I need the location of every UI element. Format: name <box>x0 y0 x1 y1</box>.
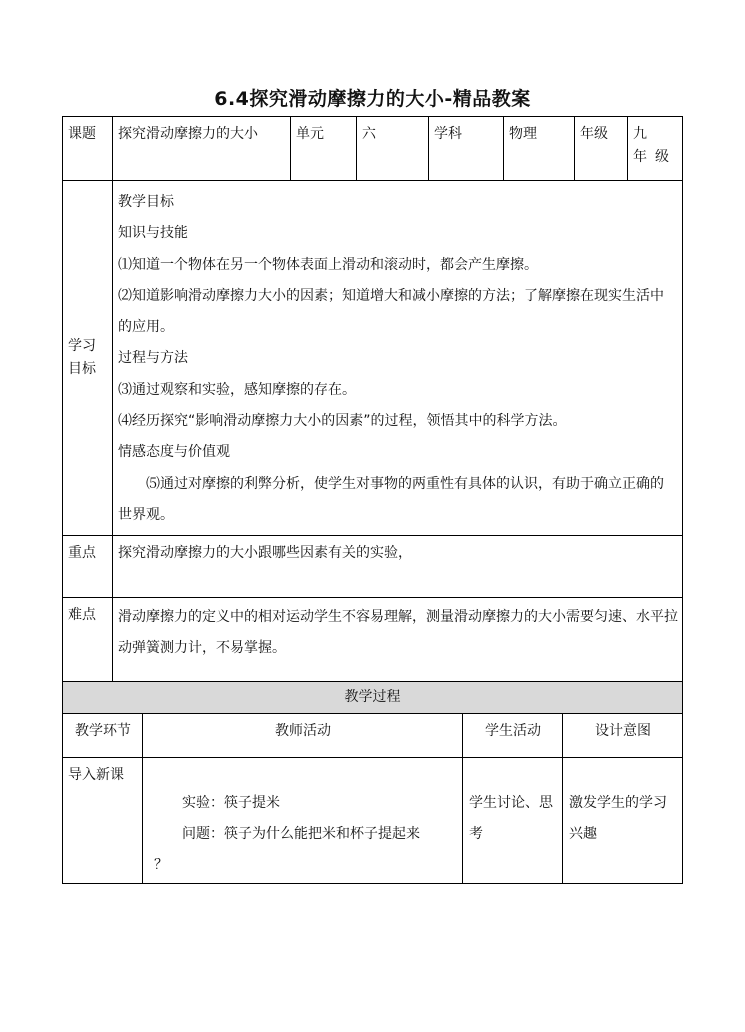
objectives-heading: 教学目标 <box>118 194 174 210</box>
topic-label: 课题 <box>63 117 113 181</box>
difficulty-text: 滑动摩擦力的定义中的相对运动学生不容易理解，测量滑动摩擦力的大小需要匀速、水平拉动弹簧测力计，不易掌握。 <box>113 598 683 692</box>
column-student: 学生活动 <box>463 714 563 758</box>
key-point-label: 重点 <box>63 536 113 598</box>
objective-item-3: ⑶通过观察和实验，感知摩擦的存在。 <box>118 381 356 398</box>
objectives-label: 学习目标 <box>63 181 113 536</box>
lesson-info-table <box>62 116 683 692</box>
objective-item-2: ⑵知道影响滑动摩擦力大小的因素；知道增大和减小摩擦的方法；了解摩擦在现实生活中的应用。 <box>118 287 664 336</box>
difficulty-label: 难点 <box>63 598 113 692</box>
unit-value: 六 <box>357 117 429 181</box>
stage-cell: 导入新课 <box>63 758 143 884</box>
unit-label: 单元 <box>291 117 357 181</box>
key-point-text: 探究滑动摩擦力的大小跟哪些因素有关的实验， <box>113 536 683 598</box>
grade-value: 九 年级 <box>628 117 683 181</box>
teacher-line-1: 实验：筷子提米 <box>182 795 280 811</box>
process-heading: 教学过程 <box>63 682 683 714</box>
column-teacher: 教师活动 <box>143 714 463 758</box>
topic-value: 探究滑动摩擦力的大小 <box>113 117 291 181</box>
teacher-cell <box>143 758 463 884</box>
student-cell: 学生讨论、思考 <box>463 758 563 884</box>
column-intent: 设计意图 <box>563 714 683 758</box>
attitude-values-heading: 情感态度与价值观 <box>118 444 230 461</box>
table-row <box>63 758 683 884</box>
document-title: 6.4探究滑动摩擦力的大小-精品教案 <box>214 88 531 110</box>
objective-item-4: ⑷经历探究“影响滑动摩擦力大小的因素”的过程，领悟其中的科学方法。 <box>118 413 567 430</box>
teacher-line-2: 问题：筷子为什么能把米和杯子提起来 <box>182 826 420 842</box>
teacher-line-3: ？ <box>154 857 168 873</box>
column-stage: 教学环节 <box>63 714 143 758</box>
subject-label: 学科 <box>429 117 504 181</box>
objective-item-1: ⑴知道一个物体在另一个物体表面上滑动和滚动时，都会产生摩擦。 <box>118 256 538 273</box>
process-method-heading: 过程与方法 <box>118 350 188 367</box>
grade-label: 年级 <box>575 117 628 181</box>
subject-value: 物理 <box>504 117 575 181</box>
intent-cell: 激发学生的学习兴趣 <box>563 758 683 884</box>
teaching-process-table <box>62 681 683 884</box>
objective-item-5: ⑸通过对摩擦的利弊分析，使学生对事物的两重性有具体的认识，有助于确立正确的世界观。 <box>118 475 664 523</box>
objectives-content <box>113 181 683 536</box>
knowledge-skills-heading: 知识与技能 <box>118 225 188 242</box>
